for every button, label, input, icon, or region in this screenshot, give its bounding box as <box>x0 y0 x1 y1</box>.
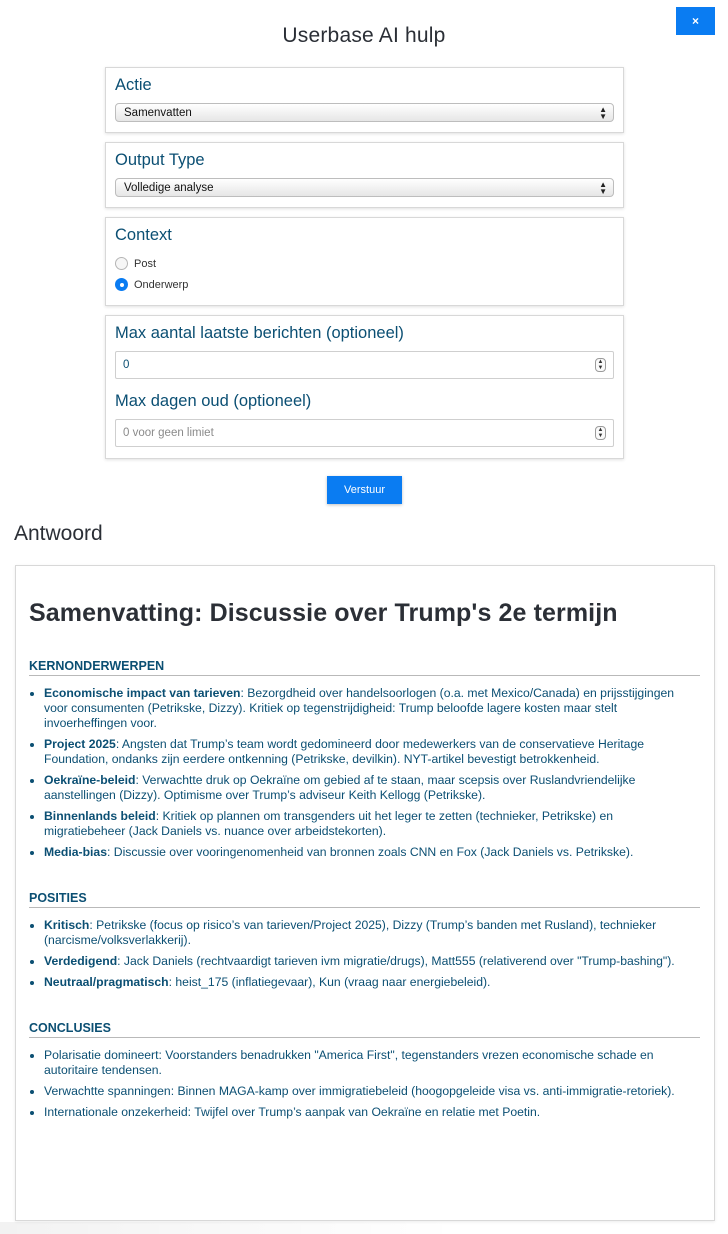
close-button[interactable]: × <box>676 7 715 35</box>
section-heading: CONCLUSIES <box>29 1021 700 1038</box>
output-type-panel <box>105 142 624 208</box>
context-option-post-label: Post <box>134 257 157 270</box>
context-option-onderwerp[interactable] <box>115 274 614 295</box>
section-conclusies <box>29 1021 700 1120</box>
section-heading: POSITIES <box>29 891 700 908</box>
list-item: • Economische impact van tarieven: Bezorgdheid over handelsoorlogen (o.a. met Mexico/Canada) en prijsstijgingen voor consumenten (Petrikske, Dizzy). Kritiek op tegenstrijdigheid: Trump beloofde lagere kosten maar stelt invoerheffingen voor. <box>44 686 700 731</box>
list-item: • Project 2025: Angsten dat Trump’s team wordt gedomineerd door medewerkers van de conservatieve Heritage Foundation, ondanks zijn eerdere ontkenning (Petrikske, devilkin). NYT-artikel bevestigt betrokkenheid. <box>44 737 700 767</box>
action-select-value: Samenvatten <box>124 106 192 119</box>
select-arrows-icon: ▲ ▼ <box>599 179 607 196</box>
answer-heading: Antwoord <box>14 522 103 545</box>
stepper-icon[interactable]: ▲ ▼ <box>595 426 606 440</box>
list-item: • Internationale onzekerheid: Twijfel over Trump’s aanpak van Oekraïne en relatie met Poetin. <box>44 1105 700 1120</box>
list-item: • Media-bias: Discussie over vooringenomenheid van bronnen zoals CNN en Fox (Jack Daniels vs. Petrikske). <box>44 845 700 860</box>
action-select[interactable] <box>115 103 614 122</box>
stepper-icon[interactable]: ▲ ▼ <box>595 358 606 372</box>
context-option-post[interactable] <box>115 253 614 274</box>
limits-panel <box>105 315 624 459</box>
context-option-onderwerp-label: Onderwerp <box>134 278 189 291</box>
list-item: • Verwachtte spanningen: Binnen MAGA-kamp over immigratiebeleid (hoogopgeleide visa vs. anti-immigratie-retoriek). <box>44 1084 700 1099</box>
answer-box <box>15 565 715 1221</box>
context-label: Context <box>115 226 172 244</box>
action-panel <box>105 67 624 133</box>
section-posities <box>29 891 700 990</box>
answer-title: Samenvatting: Discussie over Trump's 2e termijn <box>29 599 618 627</box>
list-item: • Neutraal/pragmatisch: heist_175 (inflatiegevaar), Kun (vraag naar energiebeleid). <box>44 975 700 990</box>
output-type-select[interactable] <box>115 178 614 197</box>
select-arrows-icon: ▲ ▼ <box>599 104 607 121</box>
max-messages-label: Max aantal laatste berichten (optioneel) <box>115 324 404 342</box>
section-heading: KERNONDERWERPEN <box>29 659 700 676</box>
radio-onderwerp[interactable] <box>115 278 128 291</box>
list-item: • Oekraïne-beleid: Verwachtte druk op Oekraïne om gebied af te staan, maar scepsis over Ruslandvriendelijke aanstellingen (Dizzy). Optimisme over Trump’s adviseur Keith Kellogg (Petrikske). <box>44 773 700 803</box>
list-item: • Polarisatie domineert: Voorstanders benadrukken "America First", tegenstanders vrezen economische schade en autoritaire tendensen. <box>44 1048 700 1078</box>
output-type-select-value: Volledige analyse <box>124 181 214 194</box>
max-days-input[interactable] <box>115 419 614 447</box>
context-panel <box>105 217 624 306</box>
section-kernonderwerpen <box>29 659 700 860</box>
max-messages-input[interactable] <box>115 351 614 379</box>
max-messages-value: 0 <box>123 359 130 371</box>
output-type-label: Output Type <box>115 151 205 169</box>
action-label: Actie <box>115 76 152 94</box>
list-item: • Kritisch: Petrikske (focus op risico’s van tarieven/Project 2025), Dizzy (Trump’s banden met Rusland), technieker (narcisme/volksverlakkerij). <box>44 918 700 948</box>
submit-button[interactable]: Verstuur <box>327 476 402 504</box>
max-days-placeholder: 0 voor geen limiet <box>123 427 214 439</box>
radio-post[interactable] <box>115 257 128 270</box>
list-item: • Binnenlands beleid: Kritiek op plannen om transgenders uit het leger te zetten (technieker, Petrikske) en migratiebeheer (Jack Daniels vs. nuance over arbeidstekorten). <box>44 809 700 839</box>
list-item: • Verdedigend: Jack Daniels (rechtvaardigt tarieven ivm migratie/drugs), Matt555 (relativerend over "Trump-bashing"). <box>44 954 700 969</box>
max-days-label: Max dagen oud (optioneel) <box>115 392 312 410</box>
bottom-shadow <box>0 1222 460 1234</box>
app-title: Userbase AI hulp <box>282 24 446 47</box>
